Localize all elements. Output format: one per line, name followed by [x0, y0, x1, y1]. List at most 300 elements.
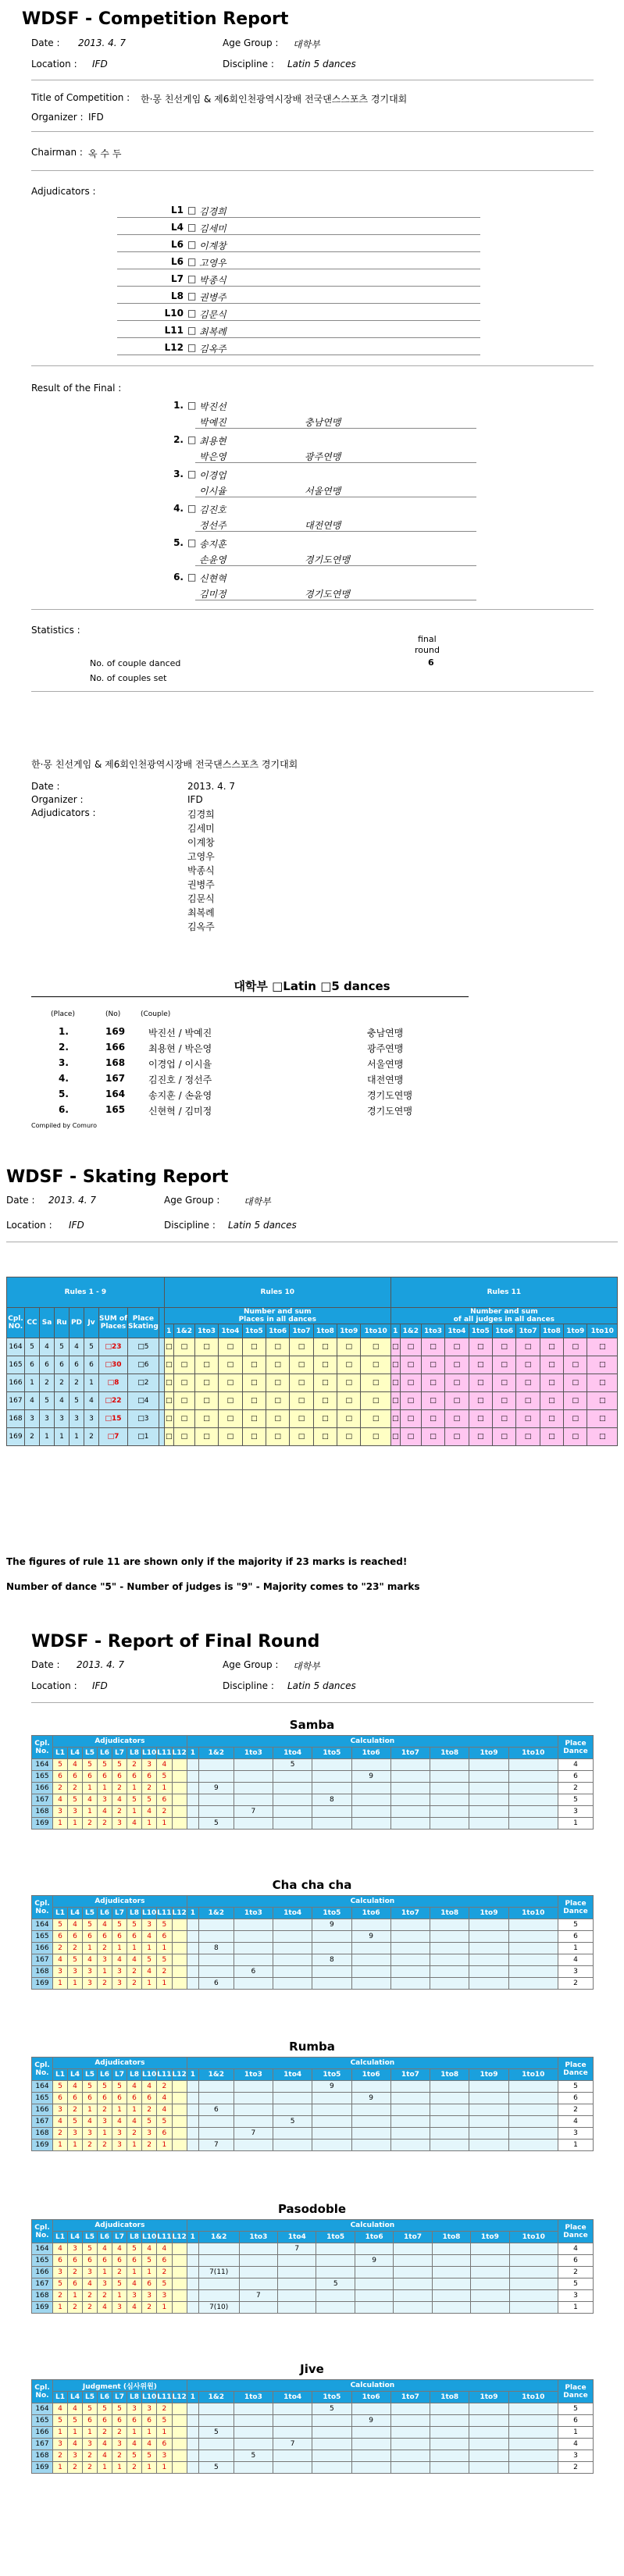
- judge-mark: 1: [157, 2427, 172, 2439]
- calc-cell: [508, 1966, 558, 1978]
- sum-value: 7: [114, 1433, 119, 1441]
- calc-cell: [273, 1783, 312, 1794]
- cpl-header: Cpl. No.: [32, 1736, 53, 1759]
- calc-cell: [390, 2140, 430, 2151]
- calc-header: 1: [187, 1748, 198, 1759]
- judge-header: L5: [83, 2232, 98, 2243]
- judge-mark: 6: [157, 2255, 172, 2267]
- calc-cell: [199, 1794, 234, 1806]
- result-man: 송지훈: [199, 539, 226, 550]
- judge-mark: 1: [127, 1943, 142, 1954]
- divider: [31, 609, 594, 610]
- calc-cell: [312, 1931, 351, 1943]
- judge-header: L10: [142, 2392, 157, 2403]
- rule-10-cell: □: [266, 1410, 289, 1428]
- calc-cell: 5: [273, 1759, 312, 1771]
- judge-header: L1: [53, 1908, 68, 1919]
- judge-mark: 5: [142, 1794, 157, 1806]
- judge-mark: 1: [53, 1978, 68, 1990]
- cpl-no: 165: [32, 2255, 53, 2267]
- judge-mark: 6: [83, 2255, 98, 2267]
- calc-cell: [199, 1966, 234, 1978]
- rule-11-cell: □: [492, 1356, 515, 1374]
- col-no-header: (No): [105, 1010, 121, 1018]
- judge-mark: 4: [68, 1759, 83, 1771]
- judge-header: L10: [142, 1908, 157, 1919]
- calc-cell: [273, 2462, 312, 2474]
- calc-cell: [312, 2427, 351, 2439]
- rules-10-header: Rules 10: [164, 1277, 390, 1308]
- result-region: 충남연맹: [305, 417, 341, 428]
- box-icon: □: [137, 1379, 144, 1387]
- rule-11-cell: □: [492, 1410, 515, 1428]
- calc-cell: [390, 1794, 430, 1806]
- judge-mark: [172, 2081, 187, 2093]
- judge-mark: 6: [98, 2415, 112, 2427]
- result-place: 1.: [173, 400, 184, 411]
- calc-cell: [351, 2116, 390, 2128]
- calc-cell: [390, 1818, 430, 1830]
- calc-cell: [187, 1759, 198, 1771]
- calc-cell: [390, 1783, 430, 1794]
- calc-cell: [430, 2462, 469, 2474]
- location-value: IFD: [92, 59, 108, 69]
- judge-header: L4: [68, 1748, 83, 1759]
- cpl-no-header: Cpl. NO.: [7, 1308, 25, 1338]
- adjudicator-name: 최복례: [199, 326, 226, 337]
- table-row: [32, 2450, 594, 2462]
- calc-cell: [198, 2255, 239, 2267]
- calc-col-header: 1to5: [469, 1324, 492, 1338]
- calc-header: 1&2: [198, 2232, 239, 2243]
- judge-mark: [172, 2403, 187, 2415]
- judge-header: L8: [127, 1748, 142, 1759]
- judge-mark: 1: [127, 2267, 142, 2278]
- calc-cell: [187, 2128, 198, 2140]
- rule-10-cell: □: [242, 1356, 266, 1374]
- calc-cell: [316, 2255, 355, 2267]
- judge-mark: 2: [112, 2267, 127, 2278]
- dance-table: [31, 1735, 594, 1830]
- judge-mark: 4: [127, 2439, 142, 2450]
- cpl-no: 169: [32, 2462, 53, 2474]
- calc-cell: [234, 2116, 273, 2128]
- place-dance: 5: [558, 1794, 594, 1806]
- result-man: 신현혁: [199, 573, 226, 584]
- rule-10-cell: □: [173, 1410, 194, 1428]
- competition-title-label: Title of Competition :: [31, 92, 130, 103]
- rule-10-cell: □: [173, 1374, 194, 1392]
- summary-couple: 김진호 / 정선주: [148, 1074, 212, 1085]
- judge-mark: 4: [68, 2439, 83, 2450]
- calc-header: 1to5: [312, 2392, 351, 2403]
- calc-cell: [469, 2403, 508, 2415]
- calc-cell: [394, 2278, 432, 2290]
- judge-mark: 2: [142, 2140, 157, 2151]
- calc-cell: [312, 2450, 351, 2462]
- rule-10-cell: □: [361, 1338, 390, 1356]
- calc-header: 1to9: [469, 2069, 508, 2081]
- judge-mark: 4: [68, 2081, 83, 2093]
- judge-mark: 6: [112, 1771, 127, 1783]
- underline: [117, 303, 480, 304]
- rule-10-cell: □: [219, 1338, 242, 1356]
- adjudicators-label: Adjudicators :: [31, 186, 96, 197]
- dance-place: 3: [70, 1410, 84, 1428]
- calc-cell: [390, 2403, 430, 2415]
- dance-place: 6: [25, 1356, 40, 1374]
- dance-place: 3: [55, 1410, 70, 1428]
- calc-cell: [187, 2267, 198, 2278]
- judge-mark: [172, 2104, 187, 2116]
- calc-cell: [351, 2140, 390, 2151]
- judge-mark: 3: [53, 2267, 68, 2278]
- skating-discipline-label: Discipline :: [164, 1220, 216, 1231]
- table-row: [7, 1428, 618, 1446]
- calc-cell: [471, 2278, 509, 2290]
- rule-11-cell: □: [390, 1428, 400, 1446]
- judge-mark: 3: [68, 2450, 83, 2462]
- final-discipline-label: Discipline :: [223, 1680, 274, 1691]
- calc-cell: [469, 2116, 508, 2128]
- calc-cell: [234, 1818, 273, 1830]
- judge-mark: [172, 1818, 187, 1830]
- judge-mark: 5: [142, 1954, 157, 1966]
- calc-col-header: 1to3: [421, 1324, 444, 1338]
- judge-mark: 1: [68, 2427, 83, 2439]
- calc-cell: [234, 1919, 273, 1931]
- calc-cell: [508, 1794, 558, 1806]
- judge-mark: 1: [112, 1943, 127, 1954]
- result-place: 5.: [173, 537, 184, 548]
- calc-cell: [508, 1818, 558, 1830]
- calc-header: 1to7: [390, 2069, 430, 2081]
- calc-cell: [430, 2427, 469, 2439]
- calc-cell: [508, 1954, 558, 1966]
- calc-cell: [351, 1759, 390, 1771]
- judge-header: L4: [68, 1908, 83, 1919]
- calc-cell: [351, 1919, 390, 1931]
- dance-place: 2: [55, 1374, 70, 1392]
- judge-mark: 2: [127, 1978, 142, 1990]
- judge-mark: 6: [142, 2415, 157, 2427]
- rules-11-subheader: [390, 1308, 617, 1324]
- spacer-cell: [159, 1428, 164, 1446]
- judge-mark: 3: [112, 2302, 127, 2314]
- judge-mark: 4: [127, 1818, 142, 1830]
- judge-header: L10: [142, 2232, 157, 2243]
- table-row: [32, 2128, 594, 2140]
- judge-mark: 3: [53, 1806, 68, 1818]
- summary-couple: 신현혁 / 김미정: [148, 1106, 212, 1117]
- calc-cell: [390, 1943, 430, 1954]
- calc-cell: [432, 2290, 470, 2302]
- judge-mark: [172, 2415, 187, 2427]
- box-icon: □: [107, 1433, 115, 1441]
- rule-10-cell: □: [194, 1356, 218, 1374]
- place-dance: 5: [558, 1919, 594, 1931]
- cpl-header: Cpl. No.: [32, 2380, 53, 2403]
- calc-cell: [390, 2427, 430, 2439]
- cpl-no: 169: [32, 1818, 53, 1830]
- judge-header: L12: [172, 2392, 187, 2403]
- judge-mark: 2: [127, 1966, 142, 1978]
- calculation-header: Calculation: [187, 1736, 558, 1748]
- judge-mark: 5: [53, 2278, 68, 2290]
- underline: [195, 531, 476, 532]
- calc-cell: [351, 2427, 390, 2439]
- rule-10-cell: □: [242, 1392, 266, 1410]
- calc-cell: [469, 1806, 508, 1818]
- dance-name: Cha cha cha: [272, 1878, 352, 1892]
- rule-11-cell: □: [421, 1356, 444, 1374]
- cpl-no: 166: [32, 2104, 53, 2116]
- calc-cell: [430, 2439, 469, 2450]
- judge-header: L5: [83, 1908, 98, 1919]
- calc-cell: [351, 2104, 390, 2116]
- judge-mark: 2: [98, 2290, 112, 2302]
- calc-cell: [234, 2140, 273, 2151]
- calc-cell: [469, 2415, 508, 2427]
- judge-mark: 6: [157, 2128, 172, 2140]
- rule-11-cell: □: [421, 1338, 444, 1356]
- rule-11-cell: □: [564, 1392, 587, 1410]
- dance-col-header: CC: [25, 1308, 40, 1338]
- rule-11-cell: □: [400, 1392, 421, 1410]
- judge-mark: [172, 1931, 187, 1943]
- judge-header: L11: [157, 2069, 172, 2081]
- calc-cell: [509, 2255, 558, 2267]
- rule-10-cell: □: [361, 1356, 390, 1374]
- calc-cell: [234, 1759, 273, 1771]
- judge-mark: 2: [142, 1783, 157, 1794]
- calc-cell: [199, 2128, 234, 2140]
- rule-11-cell: □: [469, 1338, 492, 1356]
- judge-mark: 3: [98, 1794, 112, 1806]
- calc-cell: [199, 1931, 234, 1943]
- calc-cell: [469, 1954, 508, 1966]
- judge-mark: 6: [83, 2415, 98, 2427]
- skating-table: [6, 1277, 618, 1446]
- judge-mark: 4: [53, 1954, 68, 1966]
- judge-mark: 2: [127, 2128, 142, 2140]
- calc-cell: [509, 2243, 558, 2255]
- adjudicator-name: 김세미: [199, 223, 226, 234]
- divider: [31, 131, 594, 132]
- judge-mark: 6: [157, 1794, 172, 1806]
- rule-10-cell: □: [361, 1392, 390, 1410]
- calc-header: 1to3: [239, 2232, 277, 2243]
- summary-place: 3.: [59, 1057, 69, 1068]
- judge-mark: 5: [157, 2415, 172, 2427]
- judge-mark: 3: [157, 2450, 172, 2462]
- adjudicator-box-icon: □: [187, 256, 197, 267]
- rule-11-cell: □: [469, 1374, 492, 1392]
- judge-mark: 4: [127, 2116, 142, 2128]
- calc-col-header: 1to10: [587, 1324, 618, 1338]
- calc-header: 1to9: [469, 1748, 508, 1759]
- calc-cell: [469, 1919, 508, 1931]
- sum-value: 30: [111, 1361, 122, 1369]
- judge-mark: 2: [53, 2450, 68, 2462]
- calc-cell: [199, 2415, 234, 2427]
- underline: [195, 428, 476, 429]
- place-value: 6: [144, 1361, 149, 1369]
- judge-header: L5: [83, 1748, 98, 1759]
- underline: [117, 337, 480, 338]
- judge-mark: 4: [157, 2243, 172, 2255]
- calc-cell: [199, 1771, 234, 1783]
- judge-mark: [172, 1954, 187, 1966]
- calc-header: 1: [187, 2392, 198, 2403]
- cpl-no: 169: [7, 1428, 25, 1446]
- calc-cell: [239, 2243, 277, 2255]
- judge-mark: 6: [68, 2278, 83, 2290]
- judge-mark: 3: [142, 2290, 157, 2302]
- judge-mark: [172, 2243, 187, 2255]
- judge-mark: 5: [98, 2403, 112, 2415]
- judge-mark: 6: [157, 1931, 172, 1943]
- judge-mark: 2: [157, 2267, 172, 2278]
- summary-place: 1.: [59, 1026, 69, 1037]
- dance-place: 3: [40, 1410, 55, 1428]
- box-icon: □: [137, 1397, 144, 1405]
- judge-mark: 6: [127, 2093, 142, 2104]
- rule-10-cell: □: [219, 1410, 242, 1428]
- calc-cell: 8: [199, 1943, 234, 1954]
- summary-organizer-label: Organizer :: [31, 794, 84, 805]
- calc-cell: [390, 2081, 430, 2093]
- judge-mark: 1: [83, 1783, 98, 1794]
- calc-col-header: 1to8: [540, 1324, 563, 1338]
- judge-header: L7: [112, 1908, 127, 1919]
- calc-cell: [278, 2302, 316, 2314]
- judge-mark: 5: [127, 1919, 142, 1931]
- subheader-row: [32, 2069, 594, 2081]
- summary-couple: 이경업 / 이시율: [148, 1059, 212, 1070]
- place-dance: 3: [558, 1806, 594, 1818]
- table-row: [7, 1356, 618, 1374]
- judge-mark: 5: [157, 1919, 172, 1931]
- result-box-icon: □: [187, 434, 197, 445]
- rule-11-cell: □: [492, 1428, 515, 1446]
- calc-cell: [312, 1771, 351, 1783]
- calc-cell: [508, 2081, 558, 2093]
- calc-header: 1to3: [234, 1748, 273, 1759]
- rule-11-cell: □: [400, 1338, 421, 1356]
- place-dance: 3: [558, 1966, 594, 1978]
- judge-header: L8: [127, 1908, 142, 1919]
- judge-mark: [172, 1771, 187, 1783]
- place-dance: 2: [558, 1783, 594, 1794]
- rule-10-cell: □: [313, 1338, 337, 1356]
- place-dance: 3: [558, 2128, 594, 2140]
- calc-cell: 5: [312, 2403, 351, 2415]
- age-label: Age Group :: [223, 37, 279, 48]
- calc-cell: [508, 2450, 558, 2462]
- calc-cell: [351, 2128, 390, 2140]
- calc-cell: 9: [351, 2415, 390, 2427]
- rule-11-cell: □: [564, 1374, 587, 1392]
- judge-mark: 1: [157, 2140, 172, 2151]
- calc-cell: [199, 2450, 234, 2462]
- judge-mark: [172, 2450, 187, 2462]
- calc-header: 1to3: [234, 2392, 273, 2403]
- judge-mark: 1: [112, 2104, 127, 2116]
- summary-no: 166: [105, 1042, 126, 1053]
- rule-10-cell: □: [164, 1356, 173, 1374]
- calc-cell: [430, 1771, 469, 1783]
- result-region: 광주연맹: [305, 451, 341, 462]
- rule-11-cell: □: [445, 1392, 469, 1410]
- calc-cell: [471, 2267, 509, 2278]
- judge-header: L5: [83, 2392, 98, 2403]
- judge-mark: 2: [157, 1806, 172, 1818]
- calc-cell: 5: [199, 2427, 234, 2439]
- judge-mark: 2: [68, 2462, 83, 2474]
- calc-cell: [316, 2243, 355, 2255]
- age-value: 대학부: [293, 39, 320, 50]
- calc-cell: [469, 1931, 508, 1943]
- calc-cell: [199, 1759, 234, 1771]
- calc-cell: [351, 1818, 390, 1830]
- rule-11-cell: □: [400, 1356, 421, 1374]
- judge-mark: 6: [157, 2439, 172, 2450]
- underline: [117, 234, 480, 235]
- place-value: 4: [144, 1397, 149, 1405]
- box-icon: □: [107, 1379, 115, 1387]
- place-dance: 6: [558, 1771, 594, 1783]
- calc-cell: [469, 2128, 508, 2140]
- calc-header: 1to8: [430, 1908, 469, 1919]
- calc-cell: [278, 2278, 316, 2290]
- calc-cell: [390, 1954, 430, 1966]
- calc-cell: [187, 1794, 198, 1806]
- calc-cell: [355, 2290, 393, 2302]
- calc-cell: [198, 2243, 239, 2255]
- rule-10-cell: □: [219, 1374, 242, 1392]
- summary-region: 경기도연맹: [367, 1090, 412, 1101]
- calc-cell: [187, 2450, 198, 2462]
- judge-mark: 2: [53, 2290, 68, 2302]
- place-dance: 1: [558, 1943, 594, 1954]
- calc-cell: [234, 1794, 273, 1806]
- compiled-by: Compiled by Comuro: [31, 1122, 98, 1129]
- skating-age-label: Age Group :: [164, 1195, 220, 1206]
- judge-mark: 4: [157, 2093, 172, 2104]
- judge-mark: 4: [98, 1919, 112, 1931]
- box-icon: □: [105, 1343, 112, 1351]
- judge-mark: 1: [53, 2140, 68, 2151]
- judge-header: L8: [127, 2392, 142, 2403]
- judge-header: L6: [98, 2232, 112, 2243]
- header-row: [32, 1736, 594, 1748]
- cpl-no: 168: [7, 1410, 25, 1428]
- dance-place: 2: [84, 1428, 99, 1446]
- judge-mark: 6: [142, 2278, 157, 2290]
- judge-mark: 5: [142, 2450, 157, 2462]
- adjudicator-code: L6: [171, 256, 184, 267]
- competition-title-value: 한·몽 친선게임 & 제6회인천광역시장배 전국댄스스포츠 경기대회: [141, 94, 408, 105]
- result-lady: 박은영: [199, 451, 226, 462]
- judge-mark: 4: [83, 2116, 98, 2128]
- summary-no: 164: [105, 1088, 126, 1099]
- dance-table: [31, 2379, 594, 2474]
- rule-10-cell: □: [266, 1374, 289, 1392]
- organizer-label: Organizer :: [31, 112, 84, 123]
- calculation-header: Calculation: [187, 2220, 558, 2232]
- judge-mark: 5: [127, 2243, 142, 2255]
